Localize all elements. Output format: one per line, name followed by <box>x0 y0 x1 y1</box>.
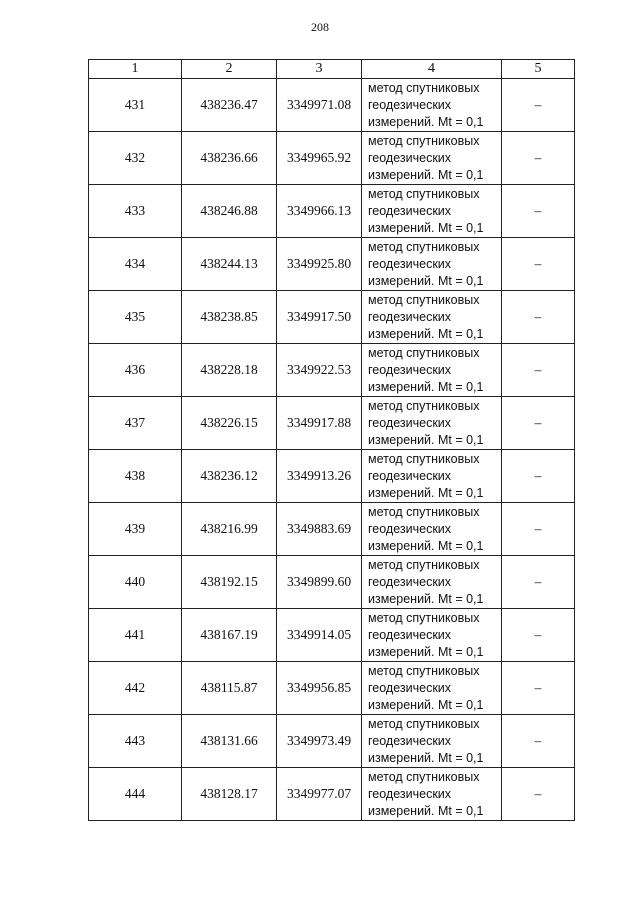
method-line-3: измерений. Mt = 0,1 <box>368 697 484 712</box>
y-coordinate-cell: 3349966.13 <box>277 185 362 238</box>
x-coordinate-cell: 438246.88 <box>182 185 277 238</box>
note-cell: – <box>502 291 575 344</box>
x-coordinate-cell: 438236.66 <box>182 132 277 185</box>
x-coordinate-cell: 438216.99 <box>182 503 277 556</box>
point-number-cell: 439 <box>89 503 182 556</box>
point-number-cell: 442 <box>89 662 182 715</box>
method-line-3: измерений. Mt = 0,1 <box>368 220 484 235</box>
method-cell <box>362 715 502 768</box>
method-cell <box>362 609 502 662</box>
note-cell: – <box>502 79 575 132</box>
y-coordinate-cell: 3349914.05 <box>277 609 362 662</box>
note-cell: – <box>502 715 575 768</box>
page-number: 208 <box>311 20 329 34</box>
y-coordinate-cell: 3349965.92 <box>277 132 362 185</box>
method-line-3: измерений. Mt = 0,1 <box>368 326 484 341</box>
note-cell: – <box>502 238 575 291</box>
method-line-1: метод спутниковых <box>368 398 480 413</box>
note-cell: – <box>502 609 575 662</box>
note-cell: – <box>502 556 575 609</box>
method-line-1: метод спутниковых <box>368 769 480 784</box>
point-number-cell: 432 <box>89 132 182 185</box>
method-line-2: геодезических <box>368 415 452 430</box>
method-line-2: геодезических <box>368 574 452 589</box>
method-line-1: метод спутниковых <box>368 133 480 148</box>
table-row <box>89 291 575 344</box>
method-cell <box>362 344 502 397</box>
method-line-1: метод спутниковых <box>368 451 480 466</box>
method-line-1: метод спутниковых <box>368 80 480 95</box>
point-number-cell: 433 <box>89 185 182 238</box>
point-number-cell: 435 <box>89 291 182 344</box>
method-line-1: метод спутниковых <box>368 557 480 572</box>
note-cell: – <box>502 503 575 556</box>
method-line-1: метод спутниковых <box>368 345 480 360</box>
method-cell <box>362 185 502 238</box>
header-cell-1: 1 <box>89 60 182 79</box>
table-row <box>89 185 575 238</box>
y-coordinate-cell: 3349971.08 <box>277 79 362 132</box>
note-cell: – <box>502 344 575 397</box>
header-cell-4: 4 <box>362 60 502 79</box>
point-number-cell: 436 <box>89 344 182 397</box>
method-line-3: измерений. Mt = 0,1 <box>368 432 484 447</box>
point-number-cell: 444 <box>89 768 182 821</box>
method-line-3: измерений. Mt = 0,1 <box>368 644 484 659</box>
header-cell-3: 3 <box>277 60 362 79</box>
method-line-2: геодезических <box>368 468 452 483</box>
method-cell <box>362 79 502 132</box>
note-cell: – <box>502 450 575 503</box>
y-coordinate-cell: 3349956.85 <box>277 662 362 715</box>
table-row <box>89 397 575 450</box>
method-cell <box>362 238 502 291</box>
table-row <box>89 238 575 291</box>
y-coordinate-cell: 3349899.60 <box>277 556 362 609</box>
x-coordinate-cell: 438192.15 <box>182 556 277 609</box>
table-row <box>89 662 575 715</box>
table-row <box>89 132 575 185</box>
point-number-cell: 431 <box>89 79 182 132</box>
method-cell <box>362 291 502 344</box>
method-line-2: геодезических <box>368 150 452 165</box>
y-coordinate-cell: 3349977.07 <box>277 768 362 821</box>
x-coordinate-cell: 438236.47 <box>182 79 277 132</box>
y-coordinate-cell: 3349925.80 <box>277 238 362 291</box>
method-line-2: геодезических <box>368 521 452 536</box>
table-row <box>89 609 575 662</box>
point-number-cell: 437 <box>89 397 182 450</box>
x-coordinate-cell: 438236.12 <box>182 450 277 503</box>
method-line-3: измерений. Mt = 0,1 <box>368 379 484 394</box>
method-line-2: геодезических <box>368 627 452 642</box>
x-coordinate-cell: 438228.18 <box>182 344 277 397</box>
method-line-2: геодезических <box>368 733 452 748</box>
x-coordinate-cell: 438244.13 <box>182 238 277 291</box>
method-line-2: геодезических <box>368 97 452 112</box>
note-cell: – <box>502 185 575 238</box>
method-line-2: геодезических <box>368 680 452 695</box>
x-coordinate-cell: 438167.19 <box>182 609 277 662</box>
note-cell: – <box>502 768 575 821</box>
table-row <box>89 768 575 821</box>
method-cell <box>362 662 502 715</box>
header-cell-2: 2 <box>182 60 277 79</box>
x-coordinate-cell: 438128.17 <box>182 768 277 821</box>
point-number-cell: 443 <box>89 715 182 768</box>
method-line-2: геодезических <box>368 362 452 377</box>
table-row <box>89 556 575 609</box>
method-cell <box>362 132 502 185</box>
method-line-1: метод спутниковых <box>368 292 480 307</box>
method-line-3: измерений. Mt = 0,1 <box>368 591 484 606</box>
point-number-cell: 438 <box>89 450 182 503</box>
method-line-3: измерений. Mt = 0,1 <box>368 167 484 182</box>
method-line-2: геодезических <box>368 256 452 271</box>
point-number-cell: 441 <box>89 609 182 662</box>
table-row <box>89 715 575 768</box>
method-line-2: геодезических <box>368 786 452 801</box>
table-row <box>89 503 575 556</box>
method-cell <box>362 397 502 450</box>
y-coordinate-cell: 3349917.88 <box>277 397 362 450</box>
method-line-2: геодезических <box>368 203 452 218</box>
method-cell <box>362 556 502 609</box>
x-coordinate-cell: 438115.87 <box>182 662 277 715</box>
y-coordinate-cell: 3349973.49 <box>277 715 362 768</box>
method-cell <box>362 503 502 556</box>
y-coordinate-cell: 3349883.69 <box>277 503 362 556</box>
method-line-1: метод спутниковых <box>368 186 480 201</box>
y-coordinate-cell: 3349922.53 <box>277 344 362 397</box>
x-coordinate-cell: 438131.66 <box>182 715 277 768</box>
note-cell: – <box>502 132 575 185</box>
method-line-3: измерений. Mt = 0,1 <box>368 750 484 765</box>
table-row <box>89 450 575 503</box>
method-line-3: измерений. Mt = 0,1 <box>368 114 484 129</box>
coordinates-table <box>88 59 575 821</box>
method-line-1: метод спутниковых <box>368 663 480 678</box>
method-cell <box>362 450 502 503</box>
point-number-cell: 440 <box>89 556 182 609</box>
y-coordinate-cell: 3349913.26 <box>277 450 362 503</box>
x-coordinate-cell: 438226.15 <box>182 397 277 450</box>
table-row <box>89 344 575 397</box>
method-line-3: измерений. Mt = 0,1 <box>368 485 484 500</box>
method-line-1: метод спутниковых <box>368 239 480 254</box>
method-line-1: метод спутниковых <box>368 716 480 731</box>
note-cell: – <box>502 397 575 450</box>
method-line-3: измерений. Mt = 0,1 <box>368 273 484 288</box>
method-line-1: метод спутниковых <box>368 610 480 625</box>
point-number-cell: 434 <box>89 238 182 291</box>
method-line-1: метод спутниковых <box>368 504 480 519</box>
method-line-2: геодезических <box>368 309 452 324</box>
method-cell <box>362 768 502 821</box>
table-row <box>89 79 575 132</box>
method-line-3: измерений. Mt = 0,1 <box>368 538 484 553</box>
method-line-3: измерений. Mt = 0,1 <box>368 803 484 818</box>
y-coordinate-cell: 3349917.50 <box>277 291 362 344</box>
table-header-row <box>89 60 575 79</box>
header-cell-5: 5 <box>502 60 575 79</box>
x-coordinate-cell: 438238.85 <box>182 291 277 344</box>
note-cell: – <box>502 662 575 715</box>
